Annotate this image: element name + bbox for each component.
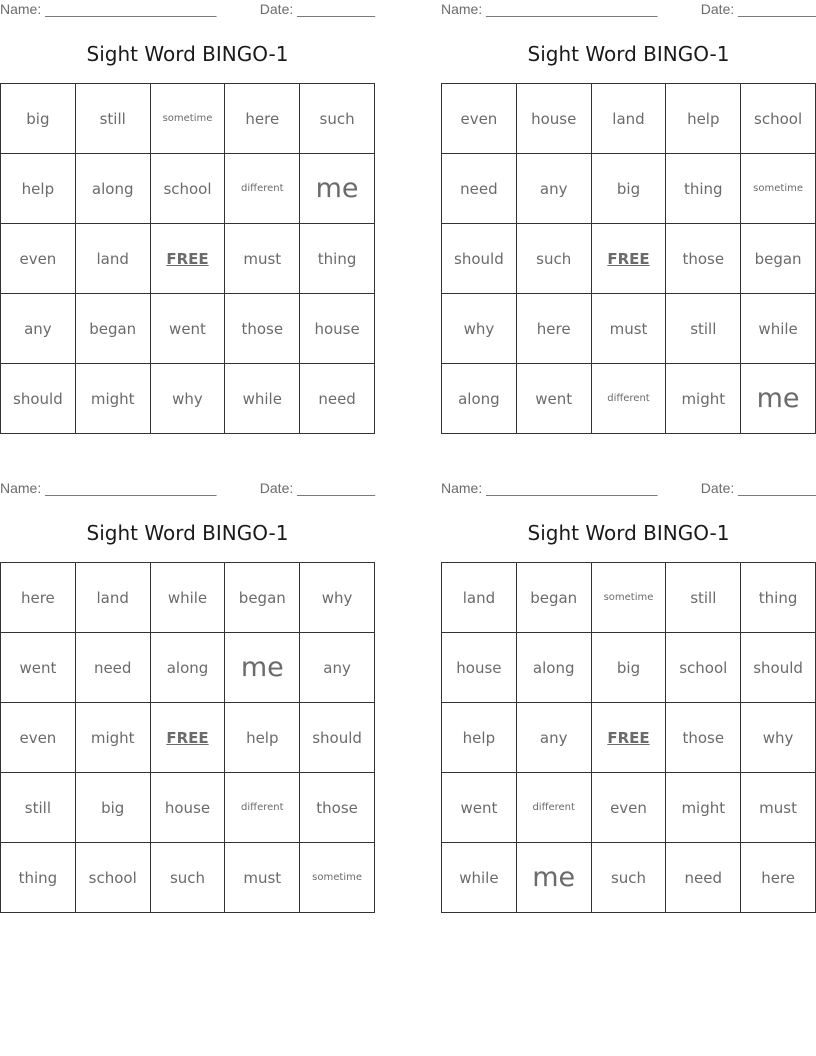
bingo-cell: must <box>592 294 667 364</box>
bingo-grid <box>441 83 816 434</box>
bingo-cell: why <box>151 364 226 434</box>
bingo-cell: thing <box>300 224 375 294</box>
bingo-cell: land <box>442 563 517 633</box>
bingo-cell: any <box>300 633 375 703</box>
bingo-cell: such <box>592 843 667 913</box>
bingo-cell: might <box>666 773 741 843</box>
bingo-cell: even <box>592 773 667 843</box>
bingo-cell: still <box>1 773 76 843</box>
bingo-cell: land <box>76 563 151 633</box>
bingo-cell: sometime <box>300 843 375 913</box>
bingo-cell: house <box>517 84 592 154</box>
card-title: Sight Word BINGO-1 <box>527 42 730 66</box>
bingo-cell: different <box>517 773 592 843</box>
bingo-cell: house <box>151 773 226 843</box>
bingo-cell: school <box>76 843 151 913</box>
bingo-cell: why <box>741 703 816 773</box>
bingo-grid <box>0 562 375 913</box>
name-date-line <box>0 480 375 498</box>
bingo-cell: thing <box>741 563 816 633</box>
bingo-cell: while <box>442 843 517 913</box>
bingo-cell: thing <box>1 843 76 913</box>
bingo-cell: along <box>517 633 592 703</box>
bingo-cell: might <box>76 703 151 773</box>
bingo-cell: along <box>151 633 226 703</box>
bingo-cell: house <box>442 633 517 703</box>
card-title: Sight Word BINGO-1 <box>86 42 289 66</box>
name-field[interactable]: Name: ______________________ <box>0 480 217 496</box>
bingo-cell: any <box>517 154 592 224</box>
free-space-cell: FREE <box>592 703 667 773</box>
bingo-cell: while <box>151 563 226 633</box>
bingo-cell: even <box>1 703 76 773</box>
date-field[interactable]: Date: __________ <box>700 480 816 496</box>
free-space-cell: FREE <box>151 703 226 773</box>
bingo-cell: school <box>666 633 741 703</box>
bingo-cell: me <box>225 633 300 703</box>
bingo-cell: help <box>225 703 300 773</box>
bingo-cell: while <box>225 364 300 434</box>
name-field[interactable]: Name: ______________________ <box>441 480 658 496</box>
date-field[interactable]: Date: __________ <box>259 480 375 496</box>
name-field[interactable]: Name: ______________________ <box>441 1 658 17</box>
free-space-cell: FREE <box>592 224 667 294</box>
bingo-cell: me <box>517 843 592 913</box>
bingo-cell: sometime <box>741 154 816 224</box>
bingo-cell: such <box>517 224 592 294</box>
date-field[interactable]: Date: __________ <box>700 1 816 17</box>
bingo-cell: sometime <box>592 563 667 633</box>
bingo-cell: might <box>76 364 151 434</box>
bingo-cell: different <box>225 154 300 224</box>
bingo-cell: along <box>76 154 151 224</box>
bingo-cell: must <box>225 843 300 913</box>
bingo-cell: began <box>225 563 300 633</box>
bingo-cell: need <box>76 633 151 703</box>
bingo-cell: any <box>517 703 592 773</box>
bingo-cell: any <box>1 294 76 364</box>
bingo-cell: why <box>442 294 517 364</box>
bingo-cell: those <box>300 773 375 843</box>
card-title: Sight Word BINGO-1 <box>86 521 289 545</box>
bingo-cell: should <box>741 633 816 703</box>
bingo-cell: still <box>666 563 741 633</box>
bingo-cell: those <box>225 294 300 364</box>
bingo-cell: house <box>300 294 375 364</box>
bingo-cell: went <box>442 773 517 843</box>
card-title: Sight Word BINGO-1 <box>527 521 730 545</box>
bingo-cell: sometime <box>151 84 226 154</box>
bingo-cell: big <box>592 154 667 224</box>
bingo-cell: big <box>1 84 76 154</box>
bingo-cell: help <box>666 84 741 154</box>
bingo-cell: me <box>741 364 816 434</box>
bingo-cell: big <box>76 773 151 843</box>
bingo-cell: such <box>300 84 375 154</box>
bingo-cell: school <box>741 84 816 154</box>
bingo-cell: must <box>225 224 300 294</box>
bingo-cell: different <box>225 773 300 843</box>
bingo-cell: should <box>442 224 517 294</box>
bingo-cell: school <box>151 154 226 224</box>
bingo-grid <box>441 562 816 913</box>
bingo-cell: here <box>1 563 76 633</box>
bingo-cell: must <box>741 773 816 843</box>
bingo-cell: might <box>666 364 741 434</box>
bingo-cell: here <box>741 843 816 913</box>
bingo-cell: should <box>1 364 76 434</box>
bingo-cell: land <box>76 224 151 294</box>
bingo-cell: while <box>741 294 816 364</box>
bingo-cell: should <box>300 703 375 773</box>
bingo-cell: need <box>666 843 741 913</box>
bingo-cell: those <box>666 224 741 294</box>
name-field[interactable]: Name: ______________________ <box>0 1 217 17</box>
name-date-line <box>441 480 816 498</box>
bingo-cell: began <box>741 224 816 294</box>
bingo-cell: went <box>1 633 76 703</box>
bingo-cell: went <box>517 364 592 434</box>
bingo-cell: help <box>442 703 517 773</box>
bingo-cell: big <box>592 633 667 703</box>
name-date-line <box>441 1 816 19</box>
name-date-line <box>0 1 375 19</box>
bingo-cell: began <box>517 563 592 633</box>
bingo-cell: still <box>666 294 741 364</box>
bingo-cell: those <box>666 703 741 773</box>
date-field[interactable]: Date: __________ <box>259 1 375 17</box>
bingo-cell: went <box>151 294 226 364</box>
free-space-cell: FREE <box>151 224 226 294</box>
bingo-cell: land <box>592 84 667 154</box>
bingo-cell: me <box>300 154 375 224</box>
bingo-cell: here <box>225 84 300 154</box>
bingo-cell: even <box>442 84 517 154</box>
bingo-cell: why <box>300 563 375 633</box>
bingo-cell: need <box>300 364 375 434</box>
bingo-cell: such <box>151 843 226 913</box>
bingo-grid <box>0 83 375 434</box>
bingo-cell: help <box>1 154 76 224</box>
bingo-cell: need <box>442 154 517 224</box>
bingo-cell: here <box>517 294 592 364</box>
bingo-cell: began <box>76 294 151 364</box>
bingo-cell: thing <box>666 154 741 224</box>
bingo-cell: along <box>442 364 517 434</box>
bingo-cell: even <box>1 224 76 294</box>
bingo-cell: still <box>76 84 151 154</box>
bingo-cell: different <box>592 364 667 434</box>
